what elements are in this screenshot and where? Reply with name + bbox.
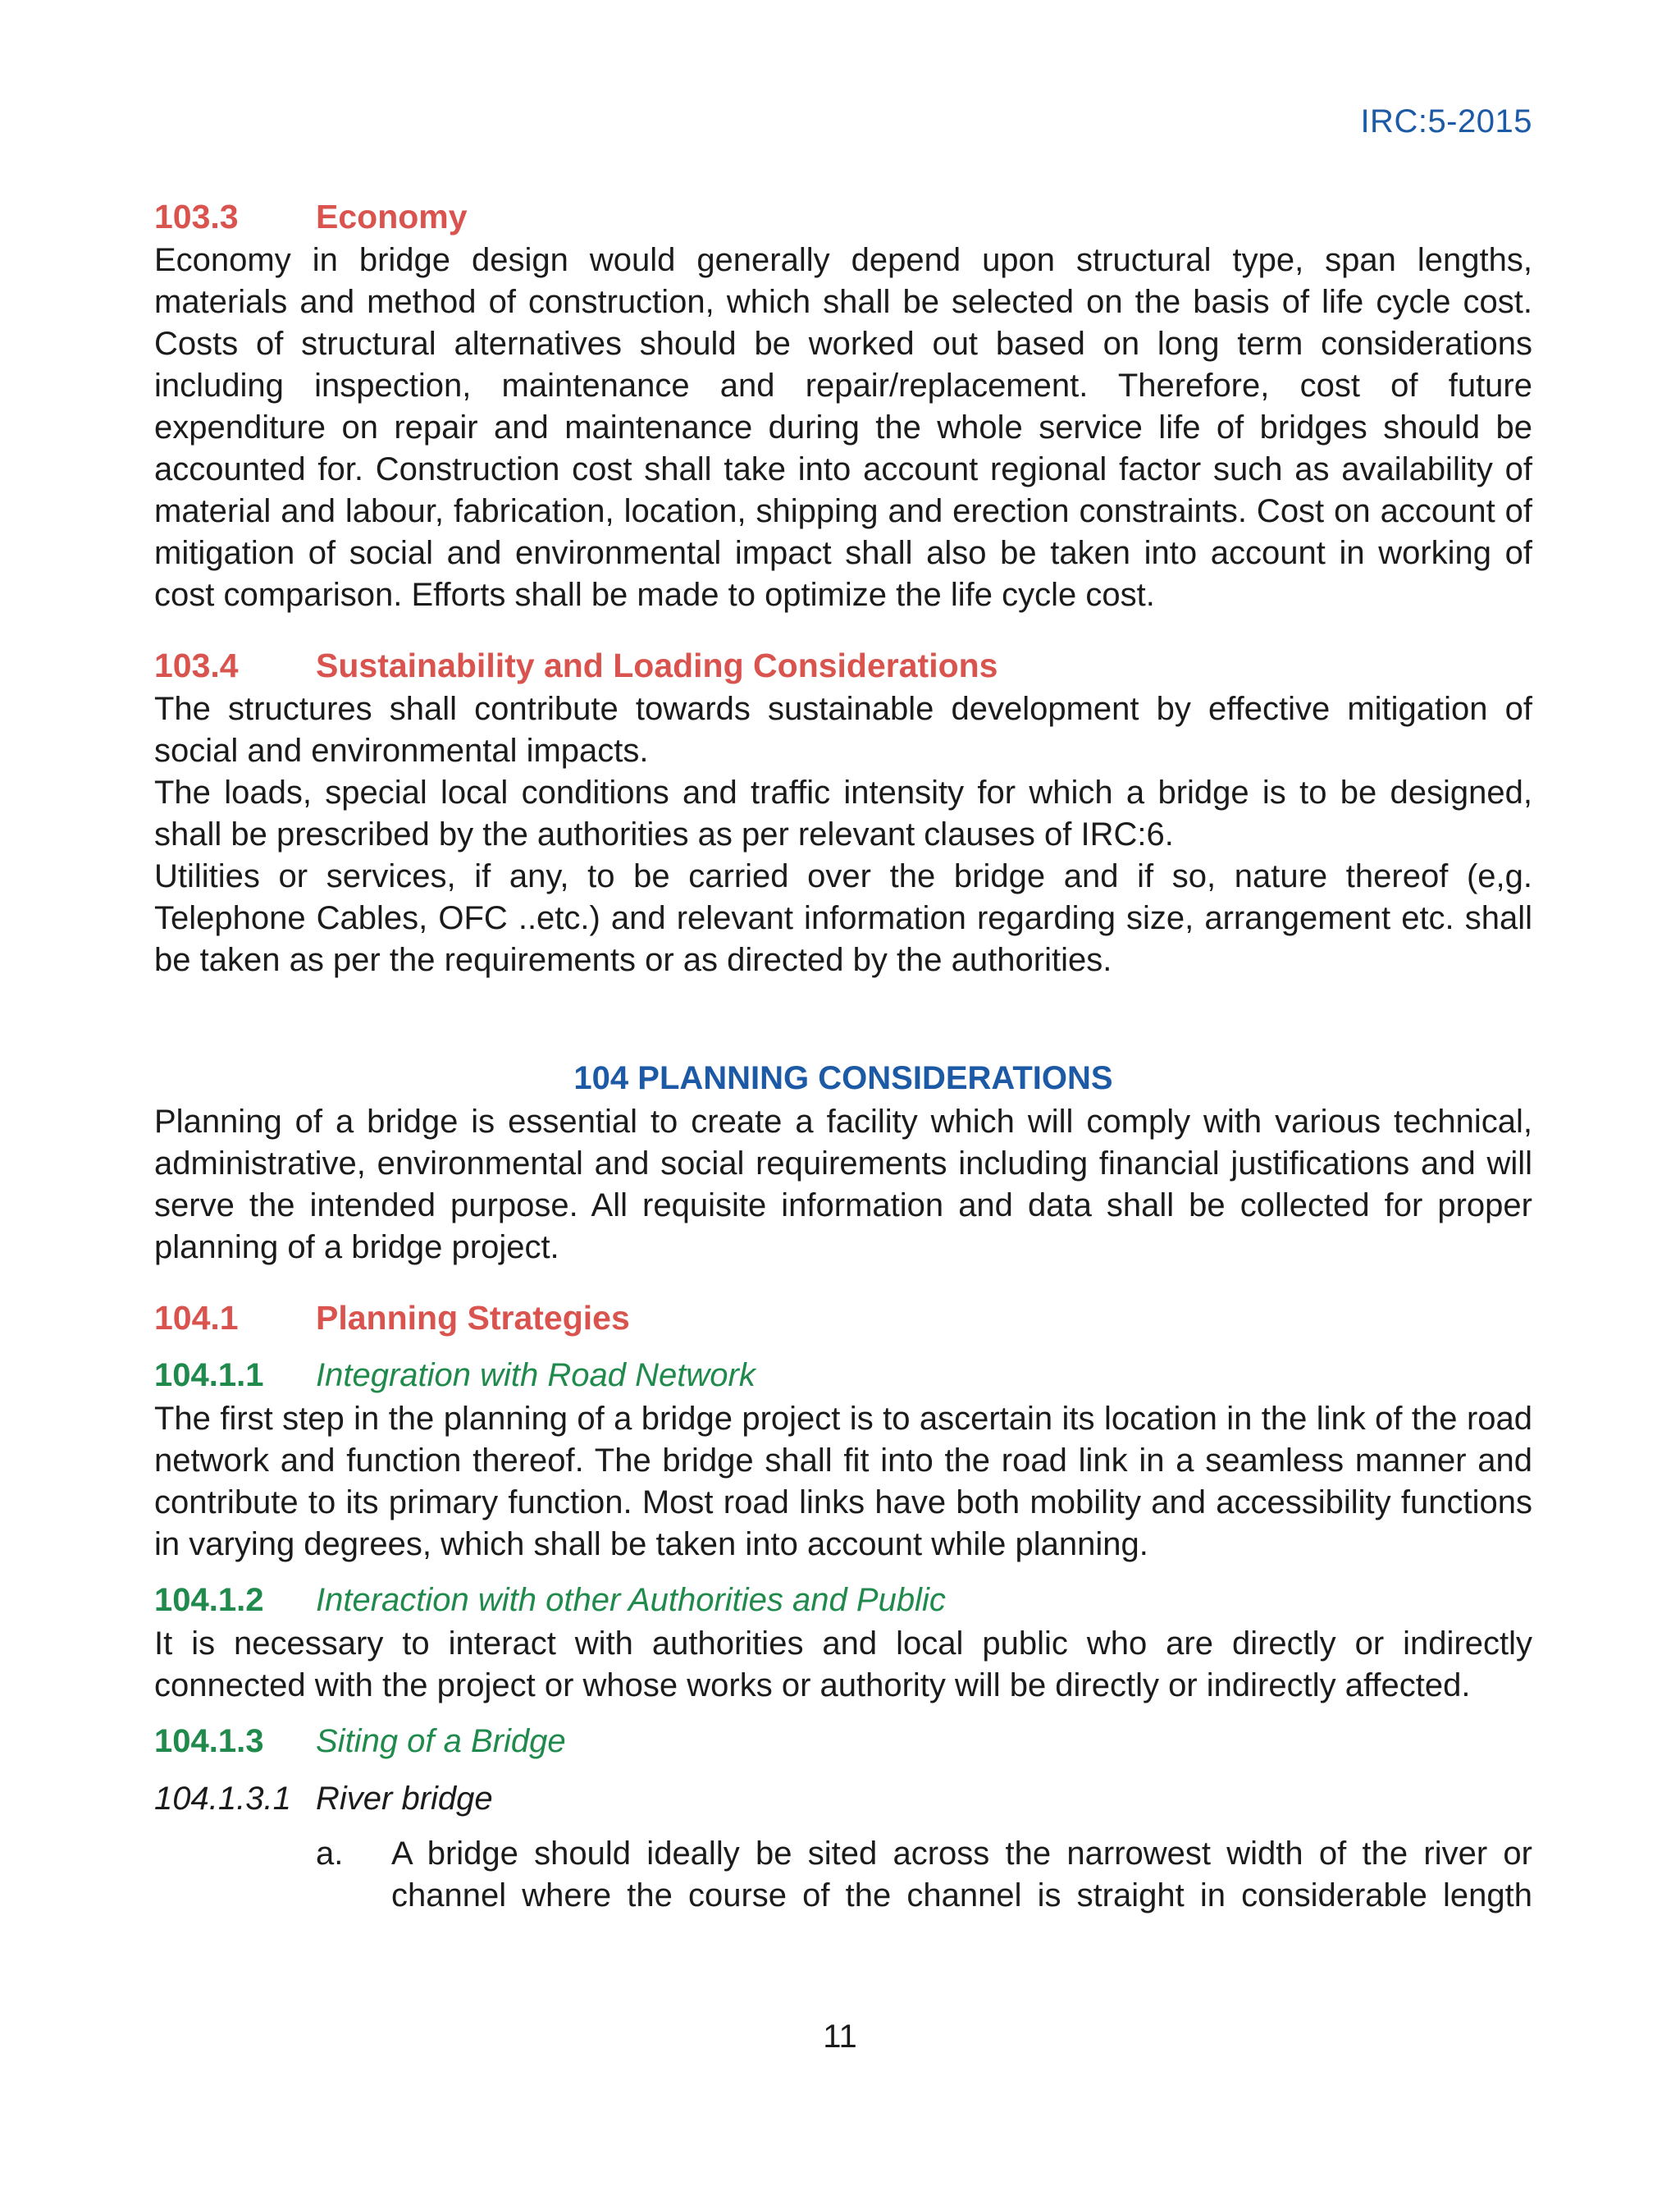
subsection-heading-104-1-2: [154, 1577, 1532, 1623]
section-number: 103.3: [154, 198, 239, 235]
subsection-heading-104-1-3: [154, 1718, 1532, 1764]
section-title: Planning Strategies: [316, 1299, 630, 1337]
section-number: 104.1: [154, 1299, 239, 1337]
subsubsection-title: River bridge: [316, 1781, 493, 1817]
list-item-a: [316, 1833, 1532, 1917]
paragraph-utilities: Utilities or services, if any, to be carried over the bridge and if so, nature thereof (e,g. Telephone Cables, OFC ..etc.) and relevant information regarding size, arrangement etc. shall be taken as per the requirements or as directed by the authorities.: [154, 858, 1532, 978]
section-heading-103-3: [154, 194, 1532, 240]
list-item-line: A bridge should ideally be sited across the narrowest width of the river or: [391, 1836, 1532, 1872]
section-title: Economy: [316, 198, 468, 235]
paragraph-economy: Economy in bridge design would generally depend upon structural type, span lengths, materials and method of construction, which shall be selected on the basis of life cycle cost. Costs of structural alternatives should be worked out based on long term considerations including inspection, maintenance and repair/replacement. Therefore, cost of future expenditure on repair and maintenance during the whole service life of bridges should be accounted for. Construction cost shall take into account regional factor such as availability of material and labour, fabrication, location, shipping and erection constraints. Cost on account of mitigation of social and environmental impact shall also be taken into account in working of cost comparison. Efforts shall be made to optimize the life cycle cost.: [154, 242, 1532, 613]
chapter-heading-104: 104 PLANNING CONSIDERATIONS: [573, 1060, 1113, 1096]
paragraph-interaction: It is necessary to interact with authorities and local public who are directly or indirectly connected with the project or whose works or authority will be directly or indirectly affected.: [154, 1625, 1532, 1703]
list-item-line: channel where the course of the channel is straight in considerable length: [391, 1877, 1532, 1913]
section-heading-103-4: [154, 642, 1532, 688]
subsection-title: Interaction with other Authorities and Public: [316, 1582, 946, 1618]
subsection-number: 104.1.1: [154, 1357, 264, 1393]
section-title: Sustainability and Loading Considerations: [316, 647, 998, 684]
page-number: 11: [823, 2019, 857, 2055]
paragraph-sustainability: The structures shall contribute towards sustainable development by effective mitigation of social and environmental impacts.: [154, 691, 1532, 769]
paragraph-planning: Planning of a bridge is essential to create a facility which will comply with various technical, administrative, environmental and social requirements including financial justifications and will serve the intended purpose. All requisite information and data shall be collected for proper planning of a bridge project.: [154, 1104, 1532, 1265]
subsection-number: 104.1.3: [154, 1723, 264, 1759]
page-content: [154, 194, 1532, 1917]
document-code-header: IRC:5-2015: [1360, 103, 1532, 139]
subsection-heading-104-1-1: [154, 1352, 1532, 1398]
subsection-title: Siting of a Bridge: [316, 1723, 566, 1759]
paragraph-loads: The loads, special local conditions and traffic intensity for which a bridge is to be designed, shall be prescribed by the authorities as per relevant clauses of IRC:6.: [154, 775, 1532, 853]
section-heading-104-1: [154, 1295, 1532, 1341]
section-number: 103.4: [154, 647, 239, 684]
list-marker: a.: [316, 1836, 344, 1872]
subsection-title: Integration with Road Network: [316, 1357, 756, 1393]
subsubsection-number: 104.1.3.1: [154, 1781, 291, 1817]
subsection-number: 104.1.2: [154, 1582, 264, 1618]
list-item-text: [391, 1833, 1532, 1917]
paragraph-road-network: The first step in the planning of a bridge project is to ascertain its location in the link of the road network and function thereof. The bridge shall fit into the road link in a seamless manner and contribute to its primary function. Most road links have both mobility and accessibility functions in varying degrees, which shall be taken into account while planning.: [154, 1401, 1532, 1562]
subsubsection-heading-104-1-3-1: [154, 1776, 1532, 1822]
